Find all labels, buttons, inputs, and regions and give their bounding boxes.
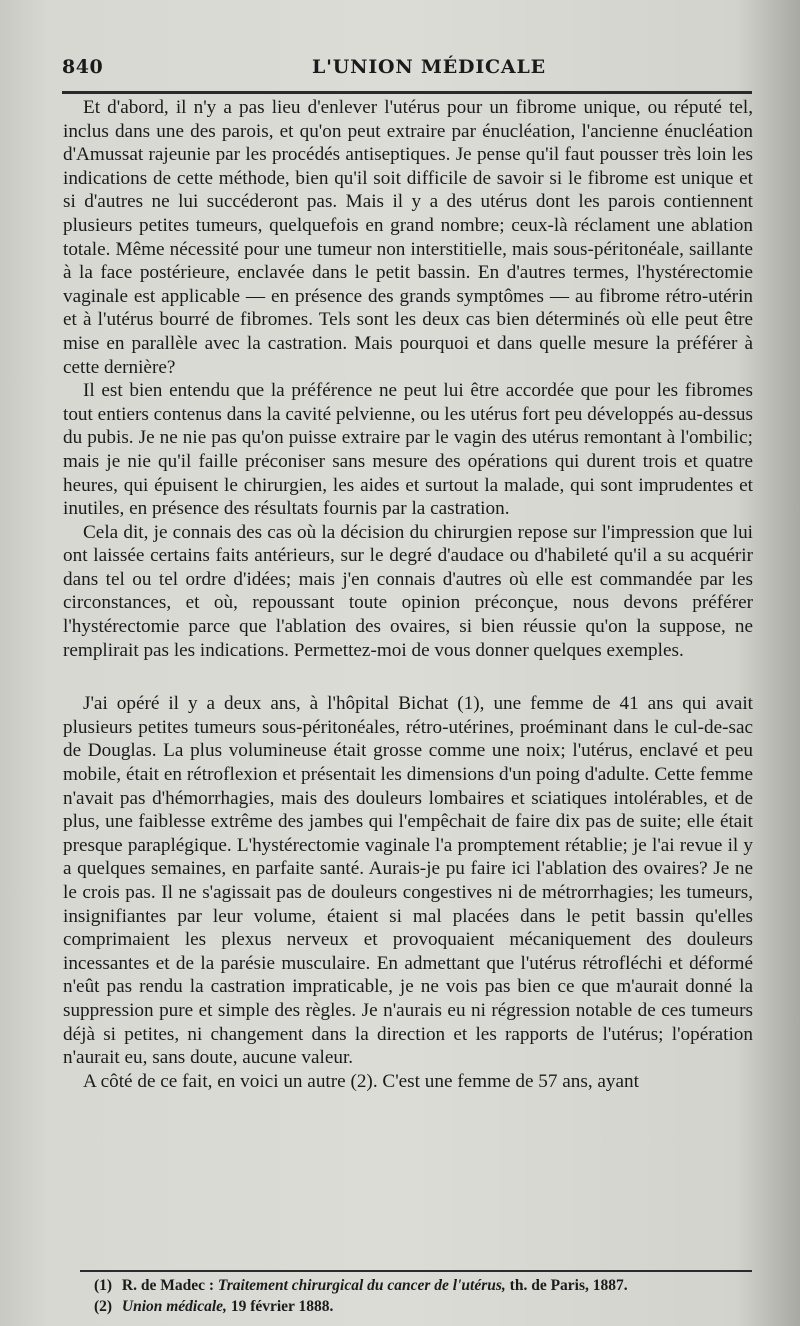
- footnotes: [94, 1275, 744, 1317]
- running-title: L'UNION MÉDICALE: [312, 56, 546, 78]
- paragraph: Il est bien entendu que la préférence ne peut lui être accordée que pour les fibromes tout entiers contenus dans la cavité pelvienne, ou les utérus fort peu développés au-dessus du pubis. Je ne nie pas qu'on puisse extraire par le vagin des utérus remontant à l'ombilic; mais je nie qu'il faille préconiser sans mesure des opérations qui durent trois et quatre heures, qui épuisent le chirurgien, les aides et surtout la malade, qui sont imprudentes et inutiles, en présence des résultats fournis par la castration.: [63, 380, 753, 520]
- page-header: [62, 56, 752, 86]
- footnote-number: (2): [94, 1298, 113, 1315]
- footnote-number: (1): [94, 1277, 113, 1294]
- header-rule: [62, 91, 752, 94]
- footnote-2: [94, 1296, 744, 1317]
- paragraph: Cela dit, je connais des cas où la décision du chirurgien repose sur l'impression que lui ont laissée certains faits antérieurs, sur le degré d'audace ou d'habileté qu'il a su acquérir dans tel ou tel ordre d'idées; mais j'en connais d'autres où elle est commandée par les circonstances, et où, repoussant toute opinion préconçue, nous devons préférer l'hystérectomie parce que l'ablation des ovaires, si bien réussie qu'on la suppose, ne remplirait pas les indications. Permettez-moi de vous donner quelques exemples.: [63, 521, 753, 661]
- paragraph: J'ai opéré il y a deux ans, à l'hôpital Bichat (1), une femme de 41 ans qui avait plusieurs petites tumeurs sous-péritonéales, rétro-utérines, proéminant dans le cul-de-sac de Douglas. La plus volumineuse était grosse comme une noix; l'utérus, enclavé et peu mobile, était en rétroflexion et présentait les dimensions d'un poing d'adulte. Cette femme n'avait pas d'hémorrhagies, mais des douleurs lombaires et sciatiques intolérables, et de plus, une faiblesse extrême des jambes qui l'empêchait de faire dix pas de suite; elle était presque paraplégique. L'hystérectomie vaginale l'a promptement rétablie; je l'ai revue il y a quelques semaines, en parfaite santé. Aurais-je pu faire ici l'ablation des ovaires? Je ne le crois pas. Il ne s'agissait pas de douleurs congestives ni de métrorrhagies; les tumeurs, insignifiantes par leur volume, étaient si mal placées dans le petit bassin qu'elles comprimaient les plexus nerveux et provoquaient mécaniquement des douleurs incessantes et de la parésie musculaire. En admettant que l'utérus rétrofléchi et déformé n'eût pas rendu la castration impraticable, je ne vois pas bien ce que m'aurait donné la suppression pure et simple des règles. Je n'aurais eu ni régression notable de ces tumeurs déjà si petites, ni changement dans la direction et les rapports de l'utérus; l'opération n'aurait eu, sans doute, aucune valeur.: [63, 693, 753, 1069]
- paragraph: A côté de ce fait, en voici un autre (2). C'est une femme de 57 ans, ayant: [83, 1070, 639, 1092]
- footnote-detail: 19 février 1888.: [230, 1298, 334, 1315]
- footnote-title: Union médicale,: [121, 1298, 227, 1315]
- footnote-author: R. de Madec :: [121, 1277, 214, 1294]
- paragraph: Et d'abord, il n'y a pas lieu d'enlever l'utérus pour un fibrome unique, ou réputé tel, inclus dans une des parois, et qu'on peut extraire par énucléation, l'ancienne énucléation d'Amussat rajeunie par les procédés antiseptiques. Je pense qu'il faut pousser très loin les indications de cette méthode, bien qu'il soit difficile de savoir si le fibrome est unique et si d'autres ne lui succéderont pas. Mais il y a des utérus dont les parois contiennent plusieurs petites tumeurs, quelquefois en grand nombre; ceux-là réclament une ablation totale. Même nécessité pour une tumeur non interstitielle, mais sous-péritonéale, saillante à la face postérieure, enclavée dans le petit bassin. En d'autres termes, l'hystérectomie vaginale est applicable — en présence des grands symptômes — au fibrome rétro-utérin et à l'utérus bourré de fibromes. Tels sont les deux cas bien déterminés où elle peut être mise en parallèle avec la castration. Mais pourquoi et dans quelle mesure la préférer à cette dernière?: [63, 97, 753, 378]
- footnote-title: Traitement chirurgical du cancer de l'utérus,: [217, 1277, 506, 1294]
- footnote-detail: th. de Paris, 1887.: [509, 1277, 628, 1294]
- footnote-1: [94, 1275, 744, 1296]
- page-number: 840: [62, 56, 104, 78]
- article-body: [63, 96, 753, 1093]
- footnote-rule: [80, 1270, 752, 1272]
